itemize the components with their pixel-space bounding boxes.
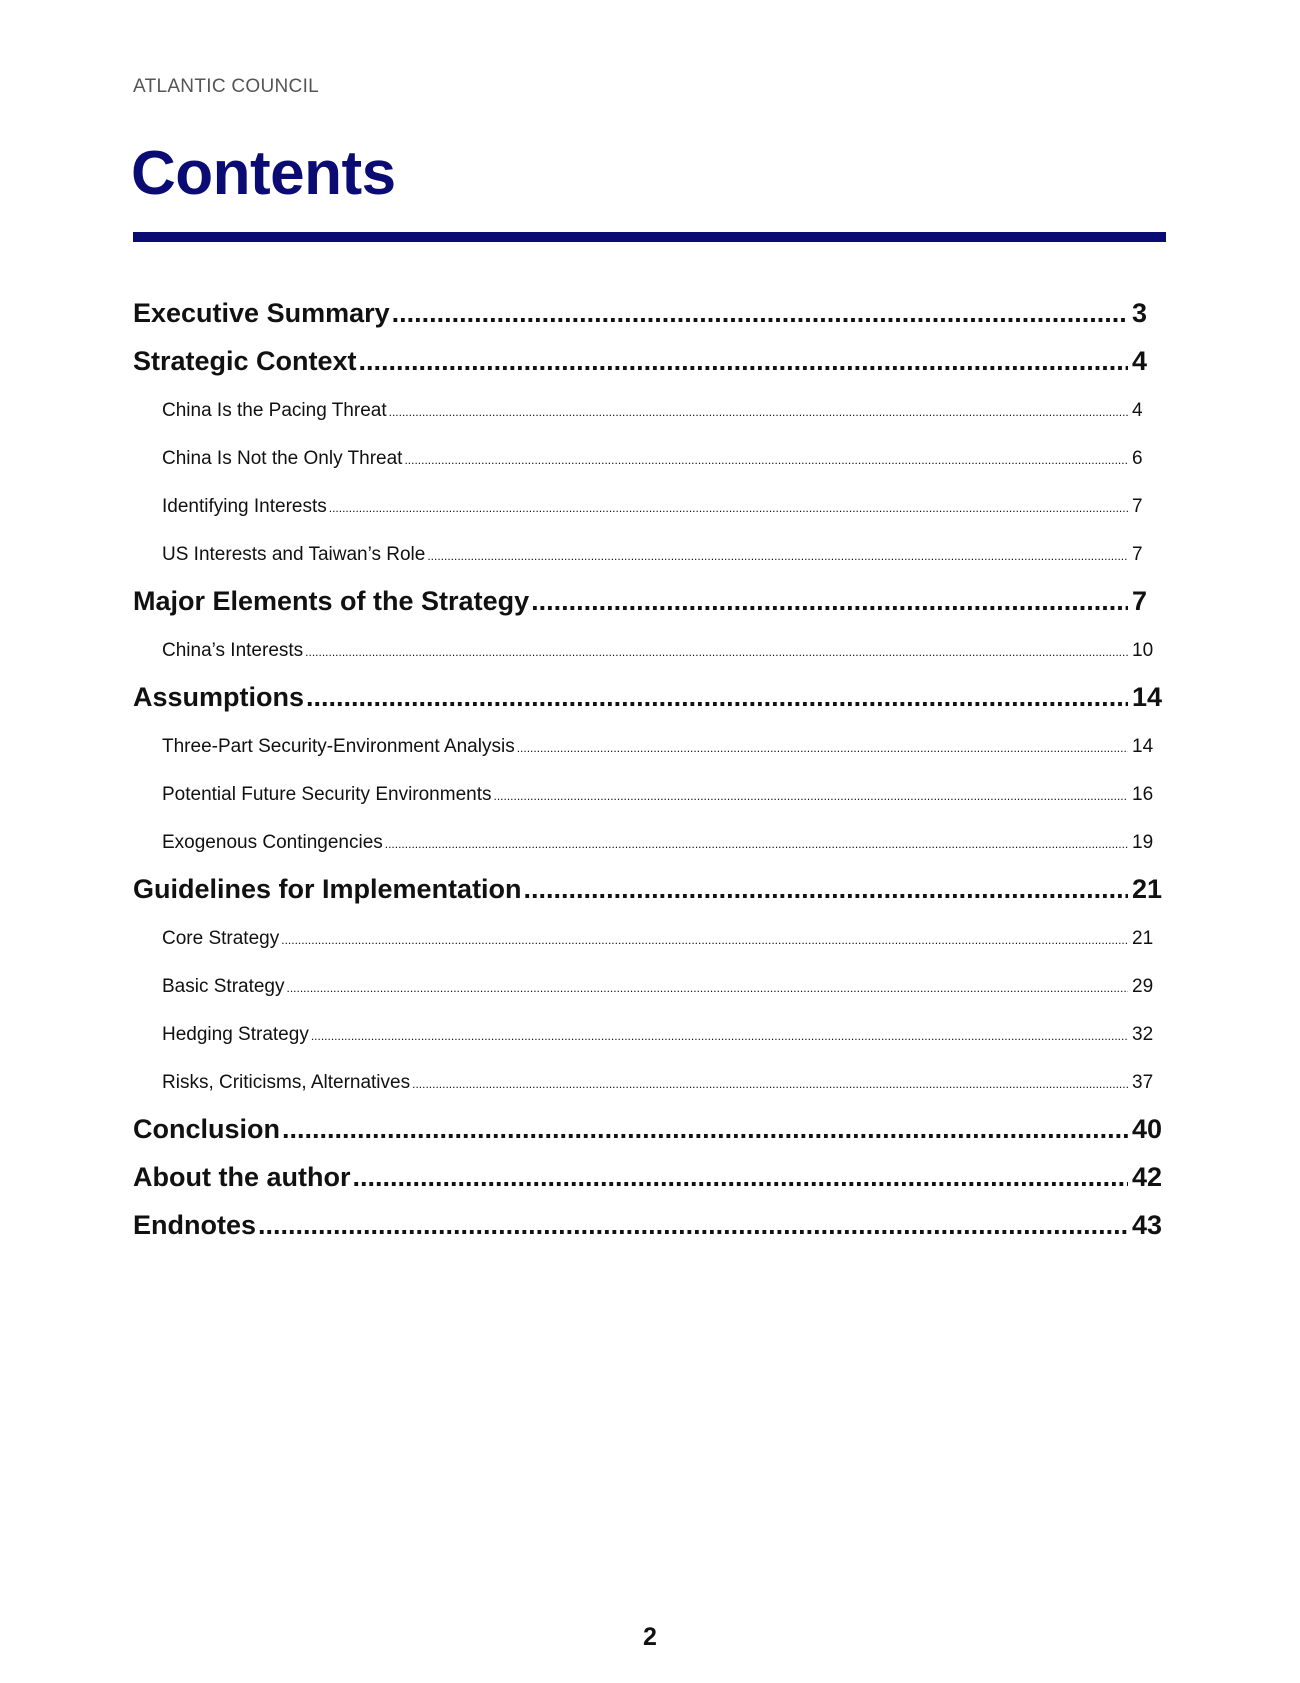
toc-entry-page: 14 xyxy=(1132,736,1154,757)
toc-entry-page: 37 xyxy=(1132,1072,1154,1093)
toc-entry[interactable] xyxy=(133,448,1166,470)
toc-dot-leader xyxy=(305,645,1128,659)
toc-entry-label: Basic Strategy xyxy=(162,976,285,997)
toc-entry-page: 16 xyxy=(1132,784,1154,805)
toc-dot-leader xyxy=(412,1077,1128,1091)
toc-entry-label: China Is Not the Only Threat xyxy=(162,448,403,469)
page-title: Contents xyxy=(131,139,396,208)
toc-entry-page: 10 xyxy=(1132,640,1154,661)
toc-entry-label: About the author xyxy=(133,1162,351,1192)
toc-dot-leader xyxy=(282,1114,1128,1145)
toc-entry-page: 6 xyxy=(1132,448,1143,469)
toc-dot-leader xyxy=(389,405,1128,419)
toc-entry-page: 7 xyxy=(1132,544,1143,565)
toc-entry-label: China’s Interests xyxy=(162,640,304,661)
toc-entry-page: 7 xyxy=(1132,496,1143,517)
toc-entry-label: Three-Part Security-Environment Analysis xyxy=(162,736,515,757)
toc-entry-label: Exogenous Contingencies xyxy=(162,832,383,853)
toc-dot-leader xyxy=(385,837,1128,851)
toc-entry-label: Hedging Strategy xyxy=(162,1024,309,1045)
toc-entry-label: Risks, Criticisms, Alternatives xyxy=(162,1072,411,1093)
toc-entry-label: Core Strategy xyxy=(162,928,280,949)
toc-entry[interactable] xyxy=(133,640,1166,662)
toc-entry[interactable] xyxy=(133,976,1166,998)
toc-entry-label: China Is the Pacing Threat xyxy=(162,400,387,421)
toc-entry-page: 29 xyxy=(1132,976,1154,997)
toc-dot-leader xyxy=(427,549,1128,563)
toc-entry[interactable] xyxy=(133,586,1166,617)
toc-entry[interactable] xyxy=(133,544,1166,566)
toc-entry-label: Strategic Context xyxy=(133,346,357,376)
toc-dot-leader xyxy=(258,1210,1128,1241)
toc-entry-label: Potential Future Security Environments xyxy=(162,784,492,805)
toc-dot-leader xyxy=(306,682,1128,713)
toc-entry-label: US Interests and Taiwan’s Role xyxy=(162,544,426,565)
toc-entry-label: Assumptions xyxy=(133,682,305,712)
toc-entry-page: 7 xyxy=(1132,586,1148,616)
toc-entry-page: 14 xyxy=(1132,682,1163,712)
toc-entry-page: 4 xyxy=(1132,400,1143,421)
toc-entry-page: 19 xyxy=(1132,832,1154,853)
toc-entry[interactable] xyxy=(133,1210,1166,1241)
toc-entry-page: 42 xyxy=(1132,1162,1163,1192)
toc-entry[interactable] xyxy=(133,874,1166,905)
toc-entry[interactable] xyxy=(133,736,1166,758)
toc-entry[interactable] xyxy=(133,346,1166,377)
toc-entry-label: Executive Summary xyxy=(133,298,390,328)
toc-entry[interactable] xyxy=(133,400,1166,422)
toc-entry-page: 4 xyxy=(1132,346,1148,376)
toc-dot-leader xyxy=(281,933,1128,947)
toc-entry[interactable] xyxy=(133,784,1166,806)
toc-dot-leader xyxy=(517,741,1128,755)
toc-entry-label: Major Elements of the Strategy xyxy=(133,586,530,616)
toc-entry-page: 3 xyxy=(1132,298,1148,328)
toc-entry-page: 21 xyxy=(1132,928,1154,949)
toc-dot-leader xyxy=(531,586,1128,617)
toc-entry[interactable] xyxy=(133,1072,1166,1094)
page-number: 2 xyxy=(643,1623,657,1651)
toc-entry-page: 40 xyxy=(1132,1114,1163,1144)
toc-entry-page: 32 xyxy=(1132,1024,1154,1045)
toc-dot-leader xyxy=(352,1162,1128,1193)
header-organization: ATLANTIC COUNCIL xyxy=(133,76,320,97)
toc-entry[interactable] xyxy=(133,682,1166,713)
toc-dot-leader xyxy=(329,501,1128,515)
toc-entry[interactable] xyxy=(133,298,1166,329)
toc-dot-leader xyxy=(404,453,1128,467)
toc-entry-label: Endnotes xyxy=(133,1210,257,1240)
toc-dot-leader xyxy=(392,298,1128,329)
toc-dot-leader xyxy=(311,1029,1128,1043)
toc-entry-label: Guidelines for Implementation xyxy=(133,874,522,904)
toc-entry[interactable] xyxy=(133,496,1166,518)
toc-dot-leader xyxy=(359,346,1128,377)
toc-dot-leader xyxy=(287,981,1129,995)
toc-dot-leader xyxy=(524,874,1128,905)
toc-entry[interactable] xyxy=(133,928,1166,950)
toc-entry[interactable] xyxy=(133,832,1166,854)
toc-entry[interactable] xyxy=(133,1114,1166,1145)
toc-entry-page: 21 xyxy=(1132,874,1163,904)
title-rule xyxy=(133,232,1166,242)
toc-entry-label: Identifying Interests xyxy=(162,496,327,517)
toc-entry-page: 43 xyxy=(1132,1210,1163,1240)
toc-entry[interactable] xyxy=(133,1162,1166,1193)
toc-entry-label: Conclusion xyxy=(133,1114,280,1144)
toc-entry[interactable] xyxy=(133,1024,1166,1046)
toc-dot-leader xyxy=(494,789,1129,803)
